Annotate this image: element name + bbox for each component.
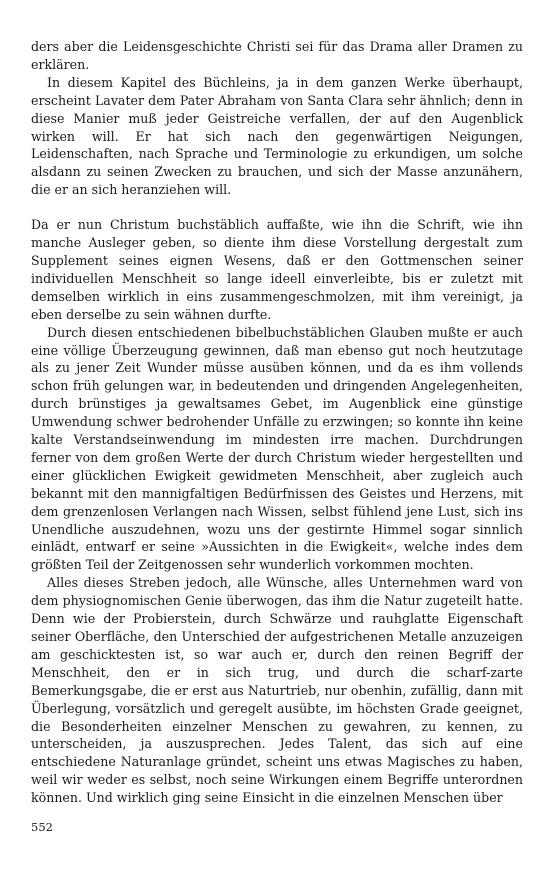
page-number: 552 [31, 820, 53, 834]
paragraph-2: In diesem Kapitel des Büchleins, ja in dem ganzen Werke überhaupt, erscheint Lavater dem Pater Abraham von Santa Clara sehr ähnlich; denn in diese Manier muß jeder Geistreiche verfallen, der auf den Augenblick wirken will. Er hat sich nach den gegenwärtigen Neigungen, Leidenschaften, nach Sprache und Terminologie zu erkundigen, um solche alsdann zu seinen Zwecken zu brauchen, und sich der Masse anzunähern, die er an sich heranziehen will. [31, 74, 523, 198]
page-body [31, 38, 523, 807]
paragraph-3: Da er nun Christum buchstäblich auffaßte, wie ihn die Schrift, wie ihn manche Ausleger geben, so diente ihm diese Vorstellung dergestalt zum Supplement seines eignen Wesens, daß er den Gottmenschen seiner individuellen Menschheit so lange ideell einverleibte, bis er zuletzt mit demselben wirklich in eins zusammengeschmolzen, mit ihm vereinigt, ja eben derselbe zu sein wähnen durfte. [31, 217, 523, 322]
paragraph-4: Durch diesen entschiedenen bibelbuchstäblichen Glauben mußte er auch eine völlige Überzeugung gewinnen, daß man ebenso gut noch heutzutage als zu jener Zeit Wunder müsse ausüben können, und da es ihm vollends schon früh gelungen war, in bedeutenden und dringenden Angelegenheiten, durch brünstiges ja gewaltsames Gebet, im Augenblick eine günstige Umwendung schwer bedrohender Unfälle zu erzwingen; so konnte ihn keine kalte Verstandseinwendung im mindesten irre machen. Durchdrungen ferner von dem großen Werte der durch Christum wieder hergestellten und einer glücklichen Ewigkeit gewidmeten Menschheit, aber zugleich auch bekannt mit den mannigfaltigen Bedürfnissen des Geistes und Herzens, mit dem grenzenlosen Verlangen nach Wissen, selbst fühlend jene Lust, sich ins Unendliche auszudehnen, wozu uns der gestirnte Himmel sogar sinnlich einlädt, entwarf er seine »Aussichten in die Ewigkeit«, welche indes dem größten Teil der Zeitgenossen sehr wunderlich vorkommen mochten. [31, 324, 523, 573]
paragraph-1: ders aber die Leidensgeschichte Christi sei für das Drama aller Dramen zu erklären. [31, 39, 523, 72]
paragraph-5: Alles dieses Streben jedoch, alle Wünsche, alles Unternehmen ward von dem physiognomischen Genie überwogen, das ihm die Natur zugeteilt hatte. Denn wie der Probierstein, durch Schwärze und rauhglatte Eigenschaft seiner Oberfläche, den Unterschied der aufgestrichenen Metalle anzuzeigen am geschicktesten ist, so war auch er, durch den reinen Begriff der Menschheit, den er in sich trug, und durch die scharf-zarte Bemerkungsgabe, die er erst aus Naturtrieb, nur obenhin, zufällig, dann mit Überlegung, vorsätzlich und geregelt ausübte, im höchsten Grade geeignet, die Besonderheiten einzelner Menschen zu gewahren, zu kennen, zu unterscheiden, ja auszusprechen. Jedes Talent, das sich auf eine entschiedene Naturanlage gründet, scheint uns etwas Magisches zu haben, weil wir weder es selbst, noch seine Wirkungen einem Begriffe unterordnen können. Und wirklich ging seine Einsicht in die einzelnen Menschen über [31, 575, 523, 806]
